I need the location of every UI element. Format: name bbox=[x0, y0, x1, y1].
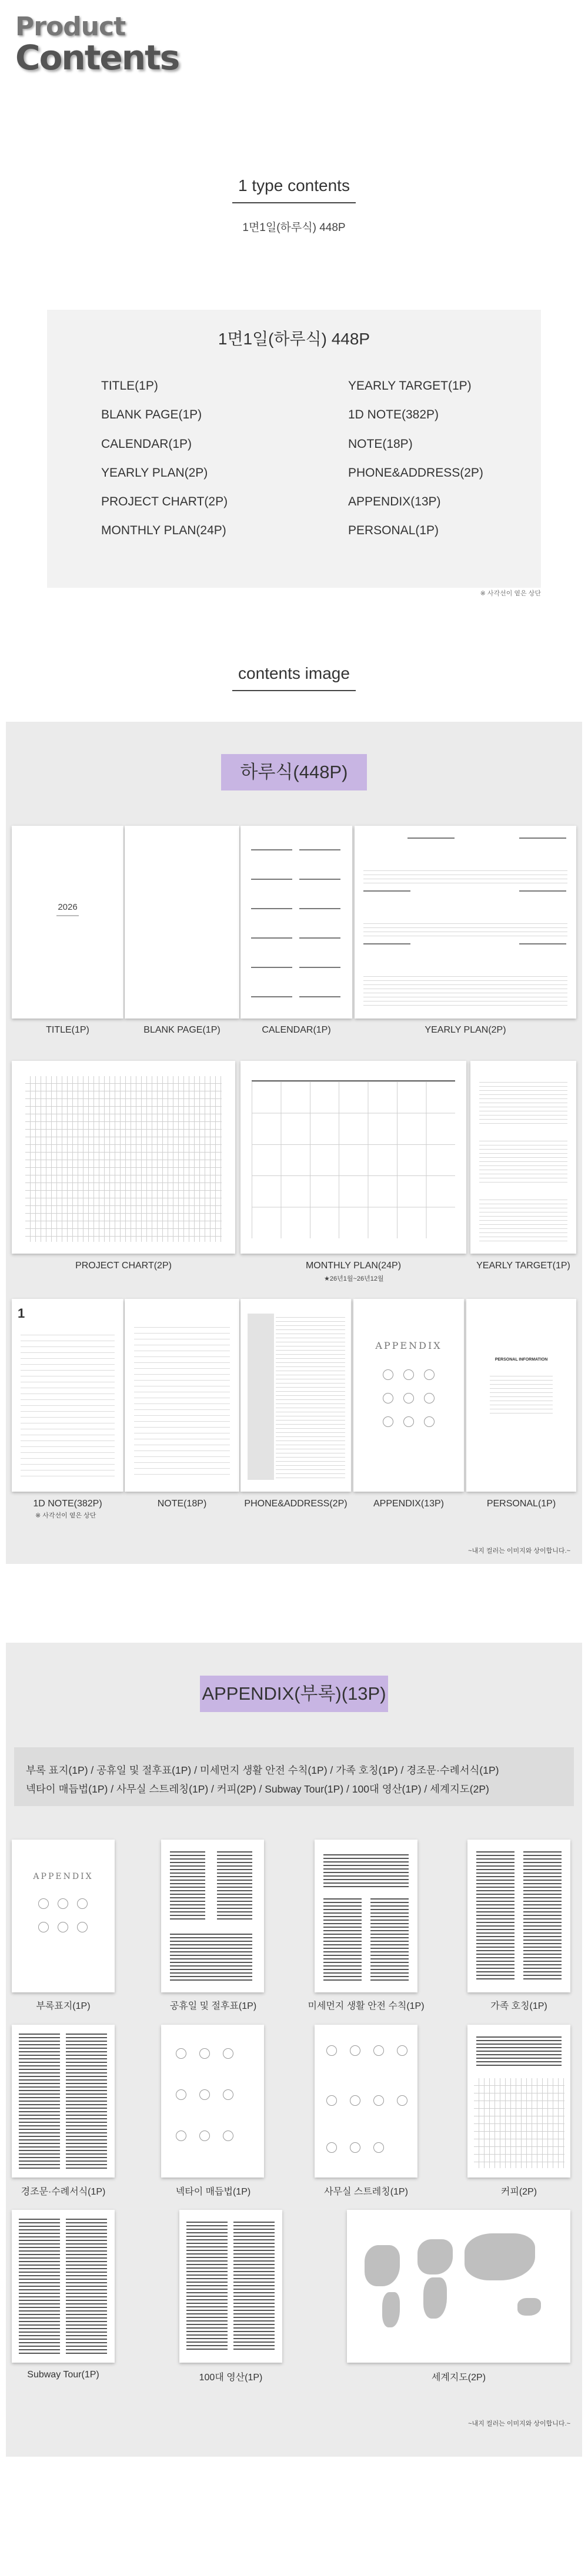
spec-item: PHONE&ADDRESS(2P) bbox=[348, 465, 483, 480]
caption-personal: PERSONAL(1P) bbox=[486, 1499, 556, 1509]
calendar-page-thumb bbox=[240, 826, 352, 1019]
daily-pill: 하루식(448P) bbox=[221, 754, 367, 790]
spec-right-list bbox=[348, 379, 483, 553]
caption-appendix: APPENDIX(13P) bbox=[373, 1499, 445, 1509]
caption-family-title: 가족 호칭(1P) bbox=[490, 2001, 547, 2011]
spec-item: PROJECT CHART(2P) bbox=[101, 495, 228, 509]
appendix-list-box bbox=[14, 1747, 574, 1806]
caption-subway: Subway Tour(1P) bbox=[27, 2370, 99, 2380]
appendix-cover-title: APPENDIX bbox=[375, 1340, 442, 1351]
caption-1d-note: 1D NOTE(382P) bbox=[33, 1499, 102, 1509]
spec-item: YEARLY PLAN(2P) bbox=[101, 465, 208, 480]
caption-appendix-cover: 부록표지(1P) bbox=[36, 2001, 91, 2011]
caption-world-map: 세계지도(2P) bbox=[431, 2373, 486, 2383]
spec-note: ※ 사각선이 옅은 상단 bbox=[480, 590, 541, 597]
caption-yearly-target: YEARLY TARGET(1P) bbox=[476, 1261, 570, 1271]
caption-calendar: CALENDAR(1P) bbox=[262, 1025, 331, 1035]
coffee-thumb bbox=[467, 2025, 570, 2178]
phone-address-thumb bbox=[240, 1299, 351, 1492]
spec-item: TITLE(1P) bbox=[101, 379, 158, 393]
daily-footer: ~내지 컬러는 이미지와 상이합니다.~ bbox=[468, 1547, 570, 1555]
caption-phone-address: PHONE&ADDRESS(2P) bbox=[244, 1499, 348, 1509]
spec-item: PERSONAL(1P) bbox=[348, 524, 439, 538]
caption-note: NOTE(18P) bbox=[157, 1499, 207, 1509]
condolence-thumb bbox=[12, 2025, 115, 2178]
world-map-thumb bbox=[347, 2210, 570, 2363]
holiday-thumb bbox=[161, 1840, 264, 1992]
spec-title: 1면1일(하루식) 448P bbox=[218, 330, 370, 348]
subway-thumb bbox=[12, 2210, 115, 2363]
contents-image-title: contents image bbox=[0, 664, 588, 691]
mountains-thumb bbox=[179, 2210, 282, 2363]
caption-dust-safety: 미세먼지 생활 안전 수칙(1P) bbox=[308, 2001, 425, 2011]
spec-left-list bbox=[101, 379, 228, 553]
monthly-plan-note: ★26년1월~26년12월 bbox=[324, 1275, 384, 1282]
spec-item: MONTHLY PLAN(24P) bbox=[101, 524, 226, 538]
spec-item: BLANK PAGE(1P) bbox=[101, 408, 202, 422]
appendix-cover-title-2: APPENDIX bbox=[33, 1872, 93, 1881]
note-thumb bbox=[125, 1299, 239, 1492]
caption-blank-page: BLANK PAGE(1P) bbox=[143, 1025, 220, 1035]
caption-necktie: 넥타이 매듭법(1P) bbox=[175, 2187, 251, 2197]
dust-safety-thumb bbox=[315, 1840, 417, 1992]
spec-item: CALENDAR(1P) bbox=[101, 437, 192, 451]
appendix-cover-thumb-2 bbox=[12, 1840, 115, 1992]
personal-thumb bbox=[466, 1299, 576, 1492]
caption-coffee: 커피(2P) bbox=[500, 2187, 537, 2197]
caption-stretching: 사무실 스트레칭(1P) bbox=[324, 2187, 408, 2197]
family-title-thumb bbox=[467, 1840, 570, 1992]
yearly-plan-thumb bbox=[355, 826, 576, 1019]
caption-condolence: 경조문·수례서식(1P) bbox=[21, 2187, 106, 2197]
spec-item: APPENDIX(13P) bbox=[348, 495, 441, 509]
spec-item: NOTE(18P) bbox=[348, 437, 413, 451]
caption-yearly-plan: YEARLY PLAN(2P) bbox=[425, 1025, 506, 1035]
appendix-footer: ~내지 컬러는 이미지와 상이합니다.~ bbox=[468, 2420, 570, 2427]
spec-box bbox=[47, 310, 541, 597]
stretching-thumb bbox=[315, 2025, 417, 2178]
caption-monthly-plan: MONTHLY PLAN(24P) bbox=[305, 1261, 402, 1271]
title-page-thumb bbox=[12, 826, 123, 1019]
necktie-thumb bbox=[161, 2025, 264, 2178]
type-section-subtitle: 1면1일(하루식) 448P bbox=[242, 222, 346, 234]
1d-note-thumb: 1 bbox=[12, 1299, 123, 1492]
type-section-title: 1 type contents bbox=[0, 176, 588, 203]
title-year: 2026 bbox=[58, 902, 78, 912]
appendix-pill: APPENDIX(부록)(13P) bbox=[200, 1676, 388, 1712]
caption-title: TITLE(1P) bbox=[46, 1025, 89, 1035]
caption-mountains: 100대 영산(1P) bbox=[199, 2373, 263, 2383]
caption-project-chart: PROJECT CHART(2P) bbox=[75, 1261, 172, 1271]
yearly-target-thumb bbox=[470, 1061, 576, 1254]
spec-item: 1D NOTE(382P) bbox=[348, 408, 439, 422]
appendix-cover-thumb bbox=[353, 1299, 464, 1492]
project-chart-thumb bbox=[12, 1061, 235, 1254]
appendix-list-line-2: 넥타이 매듭법(1P) / 사무실 스트레칭(1P) / 커피(2P) / Subway Tour(1P) / 100대 영산(1P) / 세계지도(2P) bbox=[26, 1783, 489, 1795]
caption-holiday: 공휴일 및 절후표(1P) bbox=[169, 2001, 257, 2011]
blank-page-thumb bbox=[125, 826, 239, 1019]
hero-title bbox=[15, 14, 179, 76]
1d-note-sub: ※ 사각선이 옅은 상단 bbox=[35, 1512, 96, 1519]
personal-page-title: PERSONAL INFORMATION bbox=[495, 1358, 548, 1362]
appendix-list-line-1: 부록 표지(1P) / 공휴일 및 절후표(1P) / 미세먼지 생활 안전 수칙(1P) / 가족 호칭(1P) / 경조문·수례서식(1P) bbox=[26, 1764, 499, 1776]
spec-item: YEARLY TARGET(1P) bbox=[348, 379, 472, 393]
monthly-plan-thumb bbox=[240, 1061, 466, 1254]
hero-line-2: Contents bbox=[15, 38, 179, 78]
hero-line-1: Product bbox=[15, 12, 126, 42]
